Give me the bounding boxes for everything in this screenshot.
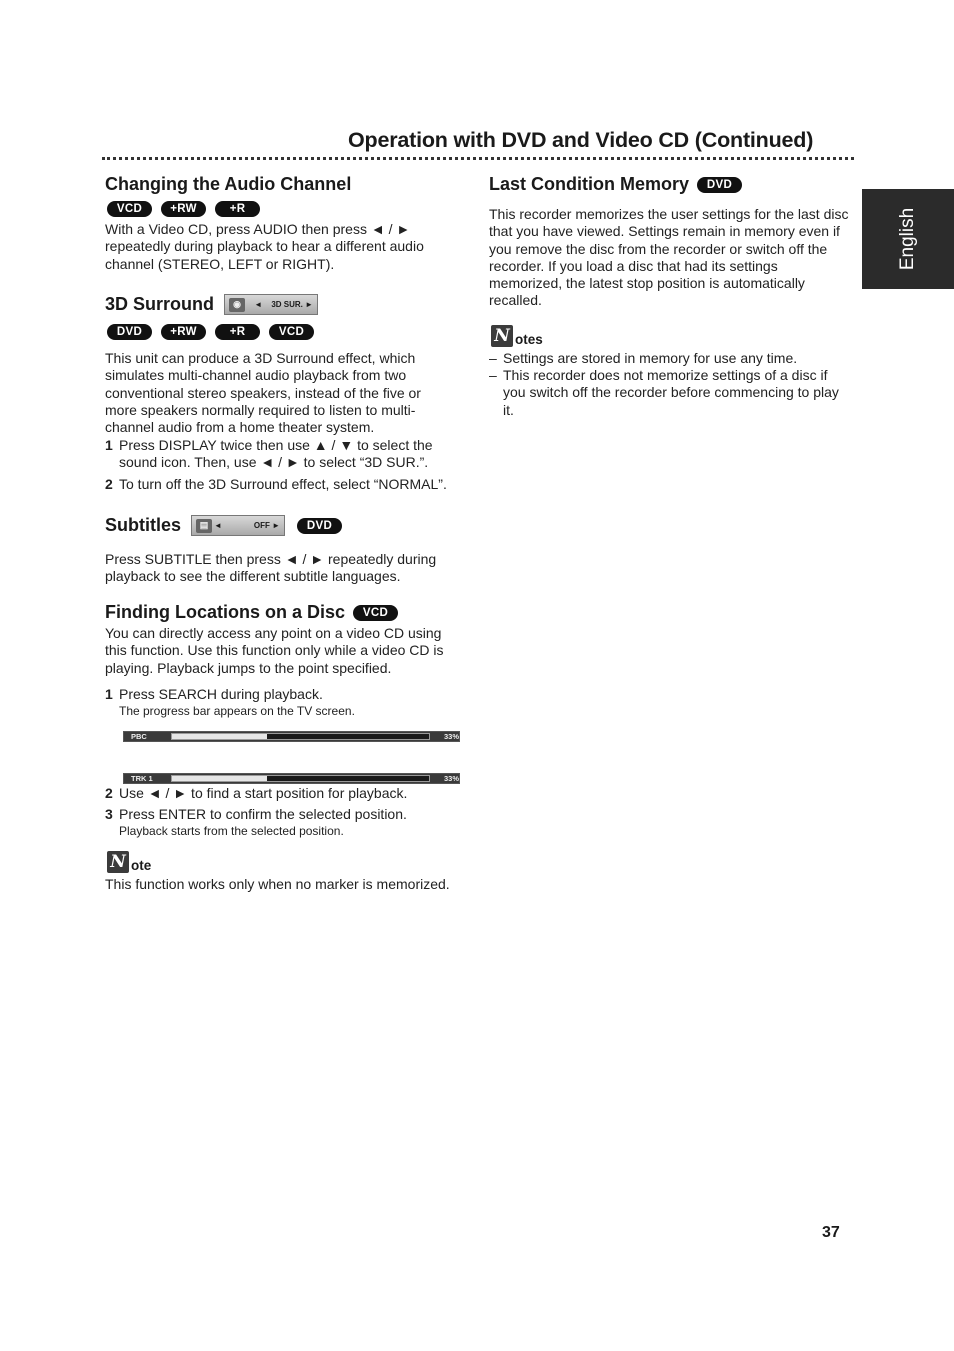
dash-bullet: –	[489, 350, 497, 366]
audio-channel-heading: Changing the Audio Channel	[105, 174, 352, 194]
finding-step-3	[105, 806, 467, 823]
step-number: 3	[105, 806, 113, 822]
finding-note-header	[107, 851, 151, 873]
progress-fill	[172, 734, 267, 739]
surround-heading: 3D Surround	[105, 294, 215, 314]
note-item-text: Settings are stored in memory for use any time.	[503, 350, 798, 366]
osd-left-arrow-icon: ◄	[254, 300, 263, 309]
finding-step-1	[105, 686, 467, 703]
progress-percent: 33%	[443, 774, 459, 783]
step-text: To turn off the 3D Surround effect, select “NORMAL”.	[119, 476, 447, 492]
note-label: ote	[131, 858, 152, 873]
last-condition-body: This recorder memorizes the user settings for the last disc that you have viewed. Settings remain in memory even if you remove the disc from the recorder or switch off the recorder. If you load a disc that had its settings memorized, the latest stop position is automatically recalled.	[489, 206, 849, 309]
dash-bullet: –	[489, 367, 497, 383]
last-condition-heading-text: Last Condition Memory	[489, 174, 690, 194]
step-number: 2	[105, 785, 113, 801]
step-text: Press SEARCH during playback.	[119, 686, 323, 702]
badge-plus-r: +R	[215, 324, 260, 340]
subtitle-icon: ▤	[196, 519, 212, 533]
surround-body: This unit can produce a 3D Surround effect, which simulates multi-channel audio playback from two conventional stereo speakers, instead of the five or more speakers normally required to listen to multi-channel audio from a home theater system.	[105, 350, 421, 436]
surround-step-2	[105, 476, 467, 493]
surround-step-1	[105, 437, 467, 472]
page-title: Operation with DVD and Video CD (Continued)	[348, 128, 814, 152]
title-divider	[102, 157, 854, 160]
last-condition-heading-row	[489, 174, 742, 195]
badge-dvd: DVD	[697, 177, 742, 193]
badge-vcd: VCD	[353, 605, 398, 621]
step-number: 1	[105, 437, 113, 453]
audio-channel-section	[105, 174, 351, 195]
progress-label: PBC	[131, 732, 147, 741]
step-text: Use ◄ / ► to find a start position for playback.	[119, 785, 408, 801]
badge-dvd: DVD	[297, 518, 342, 534]
note-item	[489, 367, 845, 419]
note-item	[489, 350, 845, 367]
surround-heading-row	[105, 294, 318, 315]
finding-heading-row	[105, 602, 398, 623]
subtitles-heading: Subtitles	[105, 515, 182, 535]
note-icon: N	[491, 325, 513, 347]
finding-step-2	[105, 785, 467, 802]
last-condition-heading	[489, 174, 742, 195]
progress-fill	[172, 776, 267, 781]
subtitles-body: Press SUBTITLE then press ◄ / ► repeatedly during playback to see the different subtitle languages.	[105, 551, 437, 585]
step-number: 1	[105, 686, 113, 702]
subtitles-osd	[191, 515, 285, 536]
surround-badges	[107, 324, 314, 340]
page-number: 37	[822, 1224, 840, 1241]
step-number: 2	[105, 476, 113, 492]
language-tab	[862, 189, 954, 289]
progress-bar-track	[123, 773, 460, 784]
progress-track	[171, 733, 430, 740]
note-icon: N	[107, 851, 129, 873]
progress-label: TRK 1	[131, 774, 153, 783]
speaker-icon: ◉	[229, 298, 245, 312]
progress-bar-pbc	[123, 731, 460, 742]
badge-dvd: DVD	[107, 324, 152, 340]
progress-percent: 33%	[443, 732, 459, 741]
osd-left-arrow-icon: ◄	[213, 521, 222, 530]
audio-channel-body: With a Video CD, press AUDIO then press ◄ / ► repeatedly during playback to hear a different audio channel (STEREO, LEFT or RIGHT).	[105, 221, 424, 272]
audio-channel-badges	[107, 201, 260, 217]
finding-heading	[105, 602, 398, 623]
finding-step-1-sub: The progress bar appears on the TV screen.	[119, 704, 355, 718]
progress-track	[171, 775, 430, 782]
badge-vcd: VCD	[107, 201, 152, 217]
note-item-text: This recorder does not memorize settings of a disc if you switch off the recorder before commencing to play it.	[503, 367, 839, 418]
notes-label: otes	[515, 332, 543, 347]
step-text: Press DISPLAY twice then use ▲ / ▼ to select the sound icon. Then, use ◄ / ► to select “3D SUR.”.	[119, 437, 433, 471]
badge-plus-rw: +RW	[161, 201, 206, 217]
badge-plus-rw: +RW	[161, 324, 206, 340]
step-text: Press ENTER to confirm the selected position.	[119, 806, 407, 822]
badge-plus-r: +R	[215, 201, 260, 217]
finding-heading-text: Finding Locations on a Disc	[105, 602, 346, 622]
finding-body: You can directly access any point on a video CD using this function. Use this function only while a video CD is playing. Playback jumps to the point specified.	[105, 625, 444, 676]
surround-osd-text: 3D SUR. ►	[271, 300, 314, 309]
subtitles-osd-text: OFF ►	[253, 521, 281, 530]
finding-note-text: This function works only when no marker is memorized.	[105, 876, 450, 892]
finding-step-3-sub: Playback starts from the selected position.	[119, 824, 344, 838]
language-tab-label: English	[897, 207, 918, 271]
badge-vcd: VCD	[269, 324, 314, 340]
subtitles-heading-row	[105, 515, 342, 536]
last-condition-notes-header	[491, 325, 543, 347]
surround-osd	[224, 294, 318, 315]
